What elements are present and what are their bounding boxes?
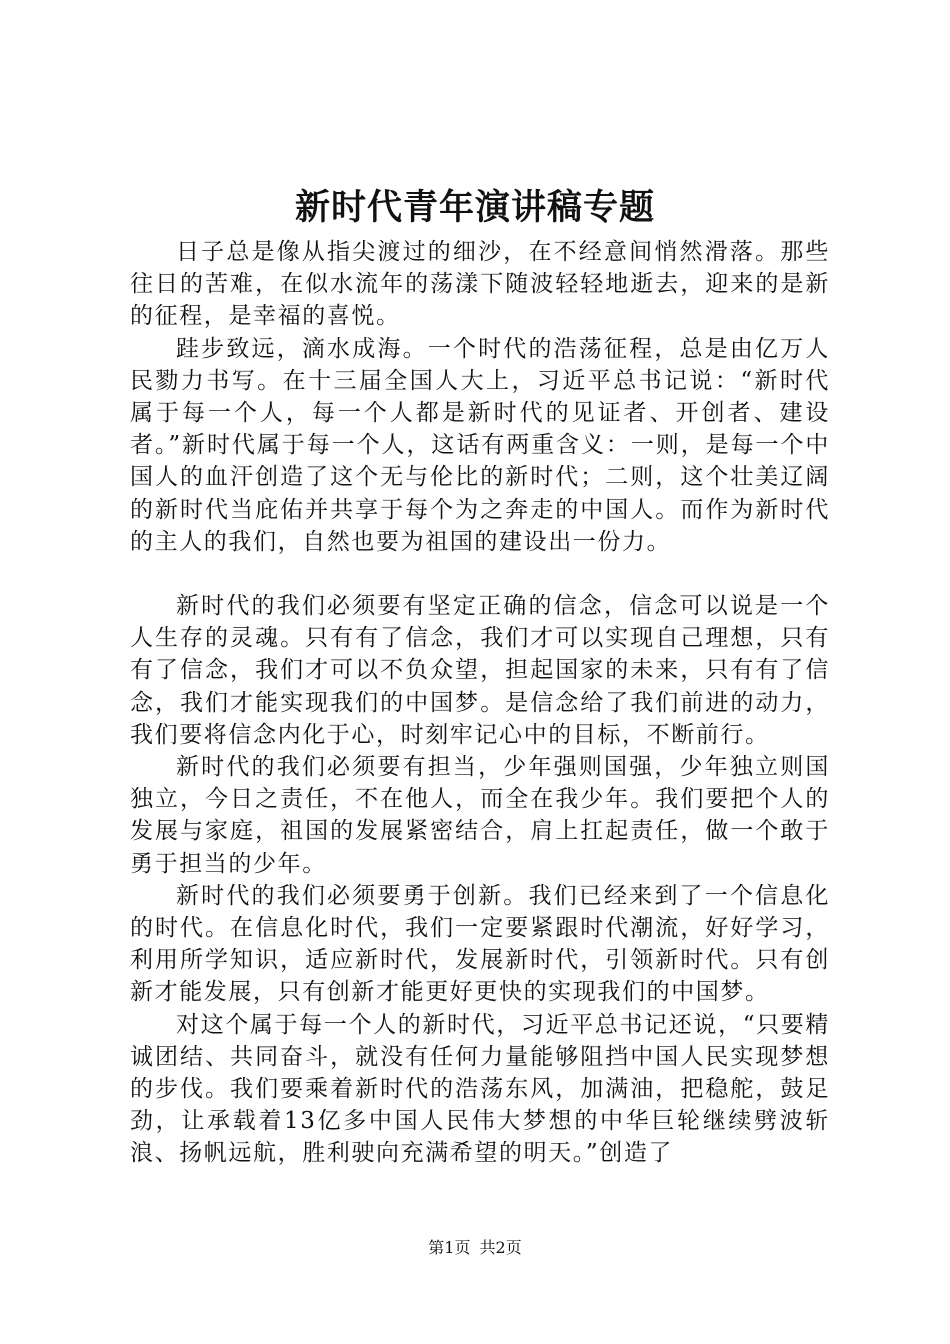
paragraph-4: 新时代的我们必须要有担当，少年强则国强，少年独立则国独立，今日之责任，不在他人，而全在我少年。我们要把个人的发展与家庭，祖国的发展紧密结合，肩上扛起责任，做一个敢于勇于担当的少年。 [130,754,830,877]
page-footer [0,1237,950,1259]
paragraph-1: 日子总是像从指尖渡过的细沙，在不经意间悄然滑落。那些往日的苦难，在似水流年的荡漾下随波轻轻地逝去，迎来的是新的征程，是幸福的喜悦。 [130,239,830,330]
document-body [130,236,830,1170]
paragraph-6: 对这个属于每一个人的新时代，习近平总书记还说，“只要精诚团结、共同奋斗，就没有任何力量能够阻挡中国人民实现梦想的步伐。我们要乘着新时代的浩荡东风，加满油，把稳舵，鼓足劲，让承载着13亿多中国人民伟大梦想的中华巨轮继续劈波斩浪、扬帆远航，胜利驶向充满希望的明天。”创造了 [130,1011,830,1167]
document-title: 新时代青年演讲稿专题 [294,187,655,228]
paragraph-3: 新时代的我们必须要有坚定正确的信念，信念可以说是一个人生存的灵魂。只有有了信念，我们才可以实现自己理想，只有有了信念，我们才可以不负众望，担起国家的未来，只有有了信念，我们才能实现我们的中国梦。是信念给了我们前进的动力，我们要将信念内化于心，时刻牢记心中的目标，不断前行。 [130,593,830,748]
paragraph-2: 跬步致远，滴水成海。一个时代的浩荡征程，总是由亿万人民勠力书写。在十三届全国人大上，习近平总书记说：“新时代属于每一个人，每一个人都是新时代的见证者、开创者、建设者。”新时代属于每一个人，这话有两重含义：一则，是每一个中国人的血汗创造了这个无与伦比的新时代；二则，这个壮美辽阔的新时代当庇佑并共享于每个为之奔走的中国人。而作为新时代的主人的我们，自然也要为祖国的建设出一份力。 [130,335,830,555]
page-total: 共2页 [479,1238,522,1257]
page-number: 第1页 [428,1238,471,1257]
paragraph-5: 新时代的我们必须要勇于创新。我们已经来到了一个信息化的时代。在信息化时代，我们一定要紧跟时代潮流，好好学习，利用所学知识，适应新时代，发展新时代，引领新时代。只有创新才能发展，只有创新才能更好更快的实现我们的中国梦。 [130,882,830,1006]
